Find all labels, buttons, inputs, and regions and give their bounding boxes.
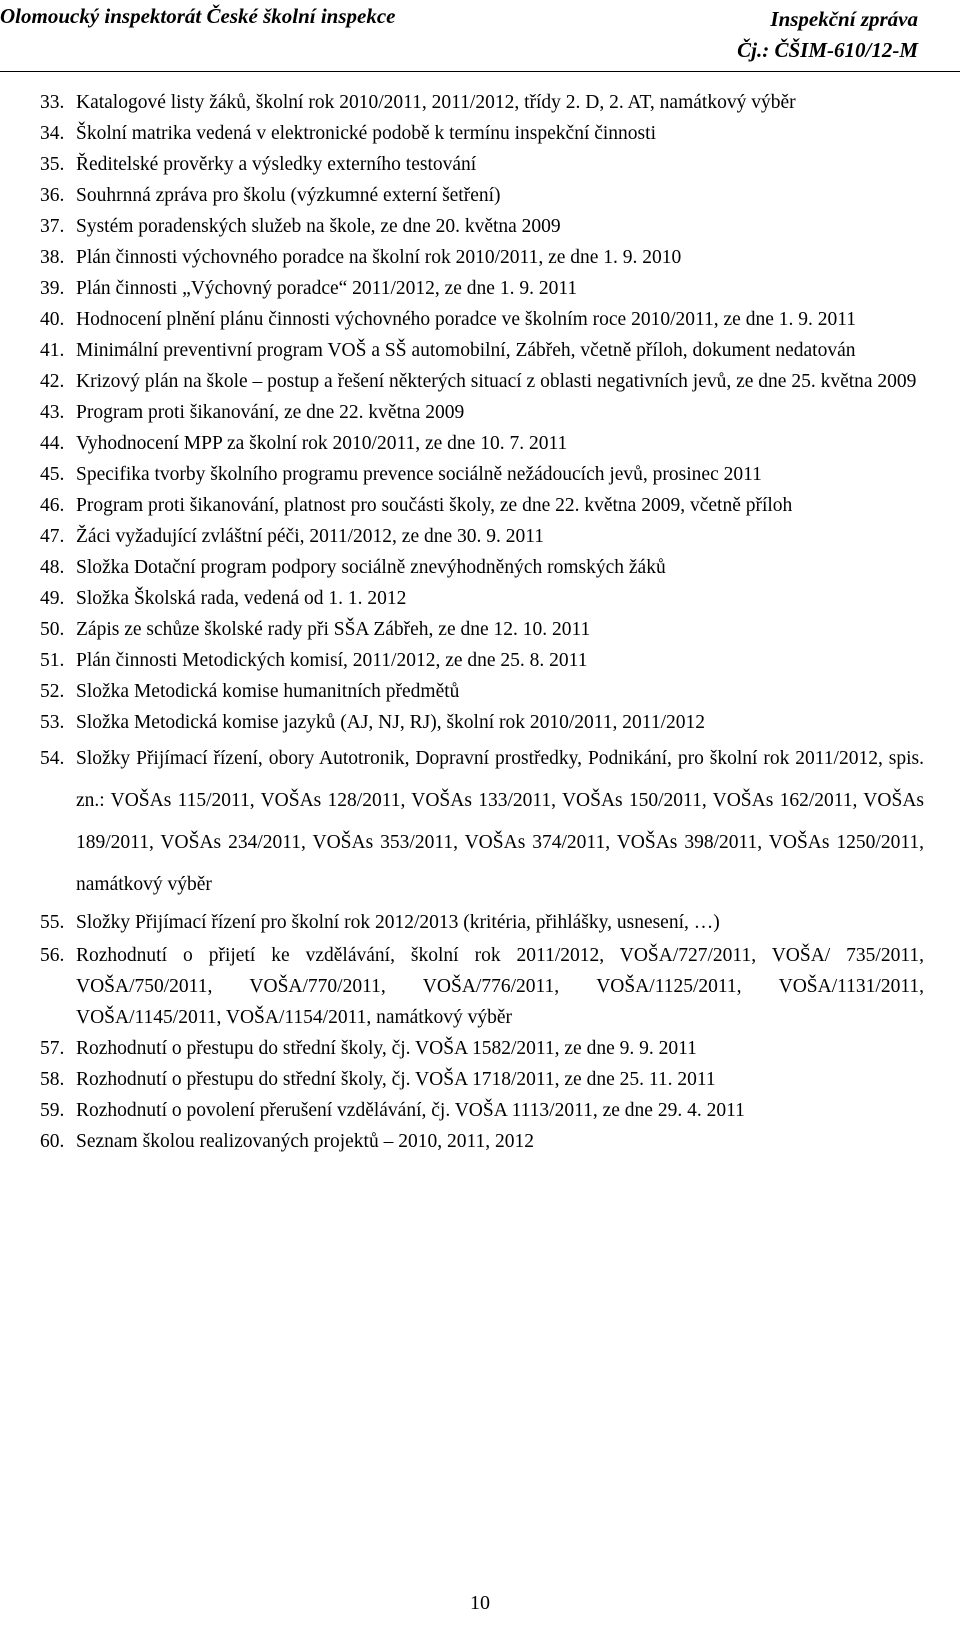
item-text: Školní matrika vedená v elektronické podobě k termínu inspekční činnosti [76, 123, 656, 144]
list-item [40, 211, 924, 242]
item-text: Seznam školou realizovaných projektů – 2010, 2011, 2012 [76, 1131, 534, 1152]
item-number: 50. [40, 619, 65, 640]
item-number: 37. [40, 216, 65, 237]
list-item [40, 335, 924, 366]
item-text: Program proti šikanování, ze dne 22. května 2009 [76, 402, 465, 423]
document-list [40, 87, 924, 1157]
item-text: Katalogové listy žáků, školní rok 2010/2011, 2011/2012, třídy 2. D, 2. AT, namátkový výběr [76, 92, 796, 113]
list-item [40, 397, 924, 428]
list-item [40, 707, 924, 738]
item-number: 40. [40, 309, 65, 330]
reference-number: Čj.: ČŠIM-610/12-M [737, 38, 918, 62]
item-text: Rozhodnutí o přijetí ke vzdělávání, školní rok 2011/2012, VOŠA/727/2011, VOŠA/ 735/2011, VOŠA/750/2011, VOŠA/770/2011, VOŠA/776/2011, VOŠA/1125/2011, VOŠA/1131/2011, VOŠA/1145/2011, VOŠA/1154/2011, namátkový výběr [76, 945, 924, 1028]
item-number: 59. [40, 1100, 65, 1121]
item-number: 34. [40, 123, 65, 144]
item-text: Krizový plán na škole – postup a řešení některých situací z oblasti negativních jevů, ze dne 25. května 2009 [76, 371, 917, 392]
item-number: 58. [40, 1069, 65, 1090]
list-item [40, 521, 924, 552]
item-number: 55. [40, 912, 65, 933]
list-item [40, 614, 924, 645]
inspectorate-title: Olomoucký inspektorát České školní inspekce [0, 4, 396, 28]
item-text: Složka Metodická komise jazyků (AJ, NJ, RJ), školní rok 2010/2011, 2011/2012 [76, 712, 705, 733]
item-number: 43. [40, 402, 65, 423]
item-number: 33. [40, 92, 65, 113]
item-text: Složky Přijímací řízení, obory Autotronik, Dopravní prostředky, Podnikání, pro školní rok 2011/2012, spis. zn.: VOŠAs 115/2011, VOŠAs 128/2011, VOŠAs 133/2011, VOŠAs 150/2011, VOŠAs 162/2011, VOŠAs 189/2011, VOŠAs 234/2011, VOŠAs 353/2011, VOŠAs 374/2011, VOŠAs 398/2011, VOŠAs 1250/2011, namátkový výběr [76, 748, 924, 895]
list-item [40, 1095, 924, 1126]
list-item [40, 676, 924, 707]
item-text: Hodnocení plnění plánu činnosti výchovného poradce ve školním roce 2010/2011, ze dne 1. 9. 2011 [76, 309, 856, 330]
item-number: 49. [40, 588, 65, 609]
list-item [40, 459, 924, 490]
list-item [40, 645, 924, 676]
item-text: Vyhodnocení MPP za školní rok 2010/2011, ze dne 10. 7. 2011 [76, 433, 568, 454]
item-text: Ředitelské prověrky a výsledky externího testování [76, 154, 477, 175]
list-item [40, 1033, 924, 1064]
item-number: 60. [40, 1131, 65, 1152]
item-text: Složka Metodická komise humanitních předmětů [76, 681, 460, 702]
item-text: Složky Přijímací řízení pro školní rok 2012/2013 (kritéria, přihlášky, usnesení, …) [76, 912, 720, 933]
item-number: 45. [40, 464, 65, 485]
list-item [40, 180, 924, 211]
item-text: Specifika tvorby školního programu prevence sociálně nežádoucích jevů, prosinec 2011 [76, 464, 762, 485]
item-text: Rozhodnutí o přestupu do střední školy, čj. VOŠA 1582/2011, ze dne 9. 9. 2011 [76, 1038, 697, 1059]
list-item [40, 1126, 924, 1157]
list-item [40, 738, 924, 906]
item-number: 48. [40, 557, 65, 578]
item-number: 52. [40, 681, 65, 702]
list-item [40, 1064, 924, 1095]
list-item [40, 118, 924, 149]
item-number: 41. [40, 340, 65, 361]
item-text: Rozhodnutí o přestupu do střední školy, čj. VOŠA 1718/2011, ze dne 25. 11. 2011 [76, 1069, 716, 1090]
item-text: Souhrnná zpráva pro školu (výzkumné externí šetření) [76, 185, 501, 206]
page-number: 10 [470, 1592, 490, 1614]
item-number: 35. [40, 154, 65, 175]
list-item [40, 552, 924, 583]
document-type: Inspekční zpráva [770, 7, 918, 31]
list-item [40, 940, 924, 1033]
item-text: Minimální preventivní program VOŠ a SŠ automobilní, Zábřeh, včetně příloh, dokument nedatován [76, 340, 856, 361]
item-text: Program proti šikanování, platnost pro součásti školy, ze dne 22. května 2009, včetně příloh [76, 495, 793, 516]
item-number: 39. [40, 278, 65, 299]
item-text: Plán činnosti „Výchovný poradce“ 2011/2012, ze dne 1. 9. 2011 [76, 278, 578, 299]
list-item [40, 242, 924, 273]
list-item [40, 366, 924, 397]
document-info [737, 4, 918, 66]
list-item [40, 273, 924, 304]
list-item [40, 428, 924, 459]
item-number: 53. [40, 712, 65, 733]
item-text: Žáci vyžadující zvláštní péči, 2011/2012, ze dne 30. 9. 2011 [76, 526, 545, 547]
item-text: Plán činnosti Metodických komisí, 2011/2012, ze dne 25. 8. 2011 [76, 650, 588, 671]
item-text: Složka Školská rada, vedená od 1. 1. 2012 [76, 588, 407, 609]
item-number: 36. [40, 185, 65, 206]
item-number: 56. [40, 945, 65, 966]
item-number: 46. [40, 495, 65, 516]
list-item [40, 490, 924, 521]
item-text: Systém poradenských služeb na škole, ze dne 20. května 2009 [76, 216, 561, 237]
item-number: 57. [40, 1038, 65, 1059]
list-item [40, 87, 924, 118]
list-item [40, 583, 924, 614]
list-item [40, 149, 924, 180]
item-text: Rozhodnutí o povolení přerušení vzdělávání, čj. VOŠA 1113/2011, ze dne 29. 4. 2011 [76, 1100, 745, 1121]
list-item [40, 906, 924, 940]
item-number: 44. [40, 433, 65, 454]
item-number: 38. [40, 247, 65, 268]
item-number: 47. [40, 526, 65, 547]
item-number: 54. [40, 748, 65, 769]
item-number: 42. [40, 371, 65, 392]
page-header [0, 0, 960, 72]
item-text: Složka Dotační program podpory sociálně znevýhodněných romských žáků [76, 557, 666, 578]
list-item [40, 304, 924, 335]
item-text: Plán činnosti výchovného poradce na školní rok 2010/2011, ze dne 1. 9. 2010 [76, 247, 682, 268]
item-text: Zápis ze schůze školské rady při SŠA Zábřeh, ze dne 12. 10. 2011 [76, 619, 591, 640]
item-number: 51. [40, 650, 65, 671]
